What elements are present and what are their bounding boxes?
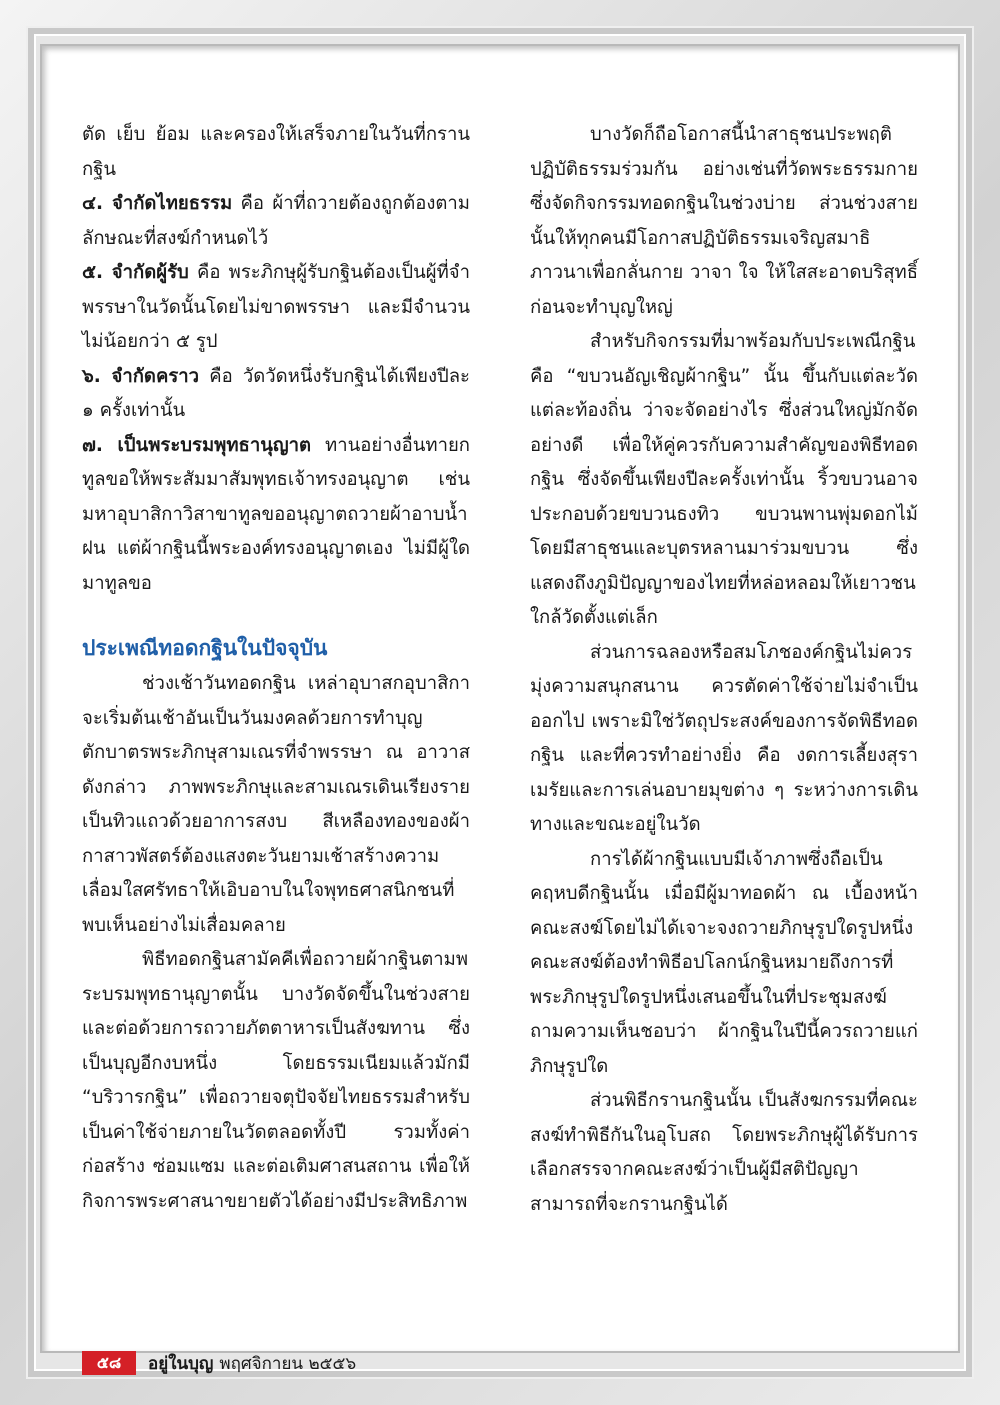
page-number: ๕๘ [82,1351,136,1375]
paragraph: ส่วนการฉลองหรือสมโภชองค์กฐินไม่ควรมุ่งความสนุกสนาน ควรตัดค่าใช้จ่ายไม่จำเป็นออกไป เพราะมิใช่วัตถุประสงค์ของการจัดพิธีทอดกฐิน และที่ควรทำอย่างยิ่ง คือ งดการเลี้ยงสุราเมรัยและการเล่นอบายมุขต่าง ๆ ระหว่างการเดินทางและขณะอยู่ในวัด [530,641,918,835]
right-column [530,118,918,1268]
list-item-text: ทานอย่างอื่นทายกทูลขอให้พระสัมมาสัมพุทธเจ้าทรงอนุญาต เช่น มหาอุบาสิกาวิสาขาทูลขออนุญาตถวายผ้าอาบน้ำฝน แต่ผ้ากฐินนี้พระองค์ทรงอนุญาตเอง ไม่มีผู้ใดมาทูลขอ [82,434,470,594]
paragraph: การได้ผ้ากฐินแบบมีเจ้าภาพซึ่งถือเป็นคฤหบดีกฐินนั้น เมื่อมีผู้มาทอดผ้า ณ เบื้องหน้าคณะสงฆ์โดยไม่ได้เจาะจงถวายภิกษุรูปใดรูปหนึ่ง คณะสงฆ์ต้องทำพิธีอปโลกน์กฐินหมายถึงการที่พระภิกษุรูปใดรูปหนึ่งเสนอขึ้นในที่ประชุมสงฆ์ ถามความเห็นชอบว่า ผ้ากฐินในปีนี้ควรถวายแก่ภิกษุรูปใด [530,848,918,1077]
list-item-text: คือ วัดวัดหนึ่งรับกฐินได้เพียงปีละ ๑ ครั้งเท่านั้น [82,365,470,421]
paragraph: พิธีทอดกฐินสามัคคีเพื่อถวายผ้ากฐินตามพระบรมพุทธานุญาตนั้น บางวัดจัดขึ้นในช่วงสายและต่อด้วยการถวายภัตตาหารเป็นสังฆทาน ซึ่งเป็นบุญอีกงบหนึ่ง โดยธรรมเนียมแล้วมักมี “บริวารกฐิน” เพื่อถวายจตุปัจจัยไทยธรรมสำหรับเป็นค่าใช้จ่ายภายในวัดตลอดทั้งปี รวมทั้งค่าก่อสร้าง ซ่อมแซม และต่อเติมศาสนสถาน เพื่อให้กิจการพระศาสนาขยายตัวได้อย่างมีประสิทธิภาพ [82,949,470,1212]
magazine-title: อยู่ในบุญ [148,1353,214,1374]
page-footer [82,1350,356,1376]
list-item [82,187,470,256]
paragraph: สำหรับกิจกรรมที่มาพร้อมกับประเพณีกฐิน คือ “ขบวนอัญเชิญผ้ากฐิน” นั้น ขึ้นกับแต่ละวัด แต่ละท้องถิ่น ว่าจะจัดอย่างไร ซึ่งส่วนใหญ่มักจัดอย่างดี เพื่อให้คู่ควรกับความสำคัญของพิธีทอดกฐิน ซึ่งจัดขึ้นเพียงปีละครั้งเท่านั้น ริ้วขบวนอาจประกอบด้วยขบวนธงทิว ขบวนพานพุ่มดอกไม้ โดยมีสาธุชนและบุตรหลานมาร่วมขบวน ซึ่งแสดงถึงภูมิปัญญาของไทยที่หล่อหลอมให้เยาวชนใกล้วัดตั้งแต่เล็ก [530,331,918,628]
list-item [82,429,470,602]
article-body [82,118,918,1268]
issue-date: พฤศจิกายน ๒๕๕๖ [219,1353,357,1374]
list-item-label: ๔. จำกัดไทยธรรม [82,193,233,214]
list-item-text: คือ ผ้าที่ถวายต้องถูกต้องตามลักษณะที่สงฆ์กำหนดไว้ [82,193,470,249]
list-item-label: ๗. เป็นพระบรมพุทธานุญาต [82,434,312,456]
list-item-text: คือ พระภิกษุผู้รับกฐินต้องเป็นผู้ที่จำพรรษาในวัดนั้นโดยไม่ขาดพรรษา และมีจำนวนไม่น้อยกว่า ๕ รูป [82,262,470,352]
list-item-label: ๖. จำกัดคราว [82,365,200,387]
left-column [82,118,470,1268]
paragraph: ส่วนพิธีกรานกฐินนั้น เป็นสังฆกรรมที่คณะสงฆ์ทำพิธีกันในอุโบสถ โดยพระภิกษุผู้ได้รับการเลือกสรรจากคณะสงฆ์ว่าเป็นผู้มีสติปัญญาสามารถที่จะกรานกฐินได้ [530,1090,918,1215]
paragraph: บางวัดก็ถือโอกาสนี้นำสาธุชนประพฤติปฏิบัติธรรมร่วมกัน อย่างเช่นที่วัดพระธรรมกายซึ่งจัดกิจกรรมทอดกฐินในช่วงบ่าย ส่วนช่วงสายนั้นให้ทุกคนมีโอกาสปฏิบัติธรรมเจริญสมาธิภาวนาเพื่อกลั่นกาย วาจา ใจ ให้ใสสะอาดบริสุทธิ์ก่อนจะทำบุญใหญ่ [530,124,918,318]
paragraph: ตัด เย็บ ย้อม และครองให้เสร็จภายในวันที่กรานกฐิน [82,124,470,180]
list-item [82,256,470,360]
section-heading: ประเพณีทอดกฐินในปัจจุบัน [82,636,328,660]
list-item [82,360,470,429]
list-item-label: ๕. จำกัดผู้รับ [82,262,189,283]
paragraph: ช่วงเช้าวันทอดกฐิน เหล่าอุบาสกอุบาสิกา จะเริ่มต้นเช้าอันเป็นวันมงคลด้วยการทำบุญตักบาตรพระภิกษุสามเณรที่จำพรรษา ณ อาวาสดังกล่าว ภาพพระภิกษุและสามเณรเดินเรียงรายเป็นทิวแถวด้วยอาการสงบ สีเหลืองทองของผ้ากาสาวพัสตร์ต้องแสงตะวันยามเช้าสร้างความเลื่อมใสศรัทธาให้เอิบอาบในใจพุทธศาสนิกชนที่พบเห็นอย่างไม่เสื่อมคลาย [82,673,470,936]
